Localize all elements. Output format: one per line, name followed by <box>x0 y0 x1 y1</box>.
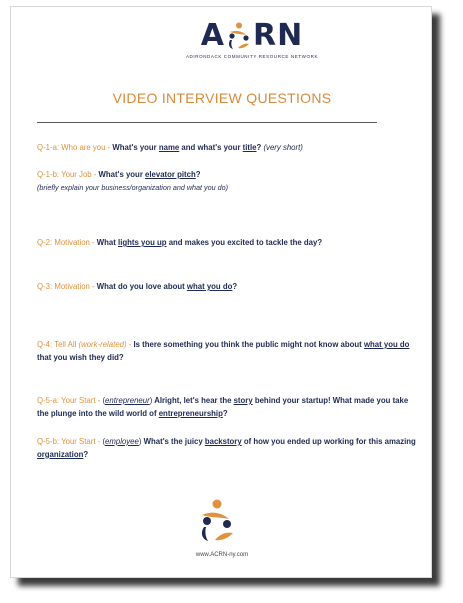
footer-url: www.ACRN-ny.com <box>195 552 249 558</box>
question-5a: Q-5-a: Your Start - (entrepreneur) Alright, let's hear the story behind your startup! What made you take the plunge into the wild world of entrepreneurship? <box>37 396 409 418</box>
acrn-logo <box>167 18 337 59</box>
question-5b: Q-5-b: Your Start - (employee) What's the juicy backstory of how you ended up working for this amazing organization? <box>37 437 416 459</box>
document-page <box>10 6 432 578</box>
footer-logo-icon <box>197 499 237 543</box>
logo-letters-rn: RN <box>253 18 304 53</box>
title-divider <box>37 122 377 123</box>
question-2: Q-2: Motivation - What lights you up and makes you excited to tackle the day? <box>37 238 323 247</box>
question-4: Q-4: Tell All (work-related) - Is there something you think the public might not know about what you do that you wish they did? <box>37 340 410 362</box>
page-title: VIDEO INTERVIEW QUESTIONS <box>112 90 332 106</box>
question-1b: Q-1-b: Your Job - What's your elevator pitch? (briefly explain your business/organization and what you do) <box>37 170 228 192</box>
logo-letter-a: A <box>200 18 225 53</box>
people-logo-icon <box>226 22 252 50</box>
question-3: Q-3: Motivation - What do you love about what you do? <box>37 282 238 291</box>
logo-tagline: ADIRONDACK COMMUNITY RESOURCE NETWORK <box>185 54 319 59</box>
question-1a: Q-1-a: Who are you - What's your name and what's your title? (very short) <box>37 143 303 152</box>
